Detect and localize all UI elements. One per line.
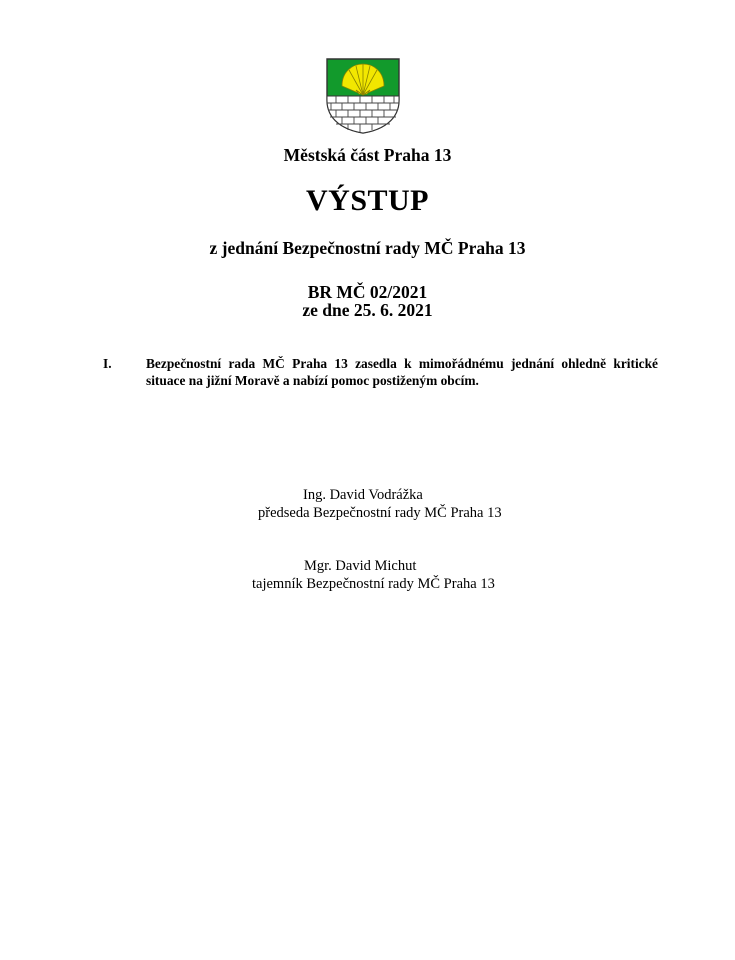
- document-number: BR MČ 02/2021: [307, 282, 428, 302]
- resolution-text-line: Bezpečnostní rada MČ Praha 13 zasedla k mimořádnému jednání ohledně kritické: [146, 356, 658, 371]
- secretary-role: tajemník Bezpečnostní rady MČ Praha 13: [252, 576, 495, 592]
- resolution-text-line: situace na jižní Moravě a nabízí pomoc postiženým obcím.: [146, 373, 479, 388]
- organization-name: Městská část Praha 13: [283, 145, 452, 165]
- chairman-role: předseda Bezpečnostní rady MČ Praha 13: [258, 505, 502, 521]
- document-subtitle: z jednání Bezpečnostní rady MČ Praha 13: [209, 238, 526, 258]
- chairman-name: Ing. David Vodrážka: [303, 487, 423, 503]
- resolution-text: [146, 355, 658, 389]
- document-type: VÝSTUP: [305, 184, 429, 217]
- document-date: ze dne 25. 6. 2021: [302, 300, 433, 320]
- coat-of-arms-icon: [326, 58, 400, 134]
- secretary-name: Mgr. David Michut: [304, 558, 417, 574]
- resolution-number: I.: [103, 356, 112, 371]
